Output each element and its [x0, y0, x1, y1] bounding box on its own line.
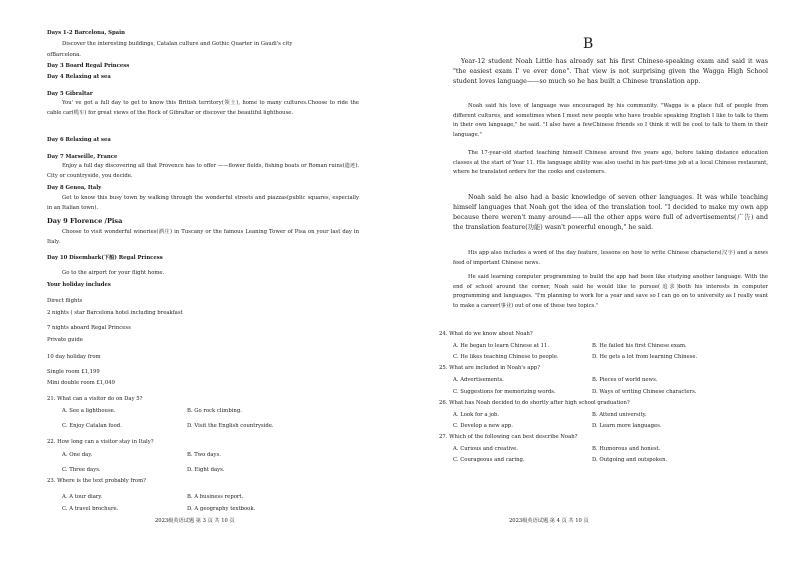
day5-text: You' ve got a full day to get to know this British territory(领土), home to many cultures.Choose to ride the cable car(缆车) for great views of the Rock of Gibraltar or discover the beautiful lighthouse.: [47, 100, 359, 116]
passage-paragraph: Noah said his love of language was encouraged by his community. "Wagga is a place full of people from different cultures, and sometimes when I meet new people who have trouble speaking English I like to talk to them in their own language," he said. "I also have a fewChinese friends so I think it will be cool to talk to them in their language.": [453, 103, 768, 138]
day9-title: Day 9 Florence /Pisa: [47, 217, 123, 225]
option-c[interactable]: C. Suggestions for memorizing words.: [453, 389, 556, 395]
option-d[interactable]: D. Ways of writing Chinese characters.: [592, 389, 697, 395]
option-a[interactable]: A. Curious and creative.: [453, 446, 518, 452]
day7-title: Day 7 Marseille, France: [47, 154, 118, 160]
option-d[interactable]: D. Outgoing and outspoken.: [592, 457, 668, 463]
option-c[interactable]: C. Courageous and caring.: [453, 457, 525, 463]
option-b[interactable]: B. Two days.: [187, 452, 221, 458]
option-c[interactable]: C. He likes teaching Chinese to people.: [453, 354, 559, 360]
option-c[interactable]: C. Enjoy Catalan food.: [62, 423, 122, 429]
day8-title: Day 8 Genoa, Italy: [47, 185, 102, 191]
option-d[interactable]: D. Visit the English countryside.: [187, 423, 274, 429]
question-stem: 26. What has Noah decided to do shortly after high school graduation?: [439, 400, 630, 406]
day12-title: Days 1-2 Barcelona, Spain: [47, 30, 125, 36]
day8-text: Get to know this busy town by walking through the wonderful streets and piazzas(public squares, especially in an Italian town).: [47, 195, 359, 211]
holiday-length: 10 day holiday from: [47, 354, 101, 360]
passage-paragraph: He said learning computer programming to build the app had been like studying another language. With the end of school around the corner, Noah said he would like to pursue(追求)both his interests in computer programming and languages. "I'm planning to work for a year and save so I can go on to university as I really want to make a career(事业) out of one of these two topics.": [453, 274, 768, 309]
question-stem: 25. What are included in Noah's app?: [439, 365, 541, 371]
day4-title: Day 4 Relaxing at sea: [47, 74, 111, 80]
question-stem: 22. How long can a visitor stay in Italy?: [47, 439, 154, 445]
option-c[interactable]: C. Three days.: [62, 467, 101, 473]
day10-title: Day 10 Disembark(下船) Regal Princess: [47, 255, 163, 261]
passage-paragraph: His app also includes a word of the day feature, lessons on how to write Chinese characters(汉字) and a news feed of important Chinese news.: [453, 250, 768, 266]
option-a[interactable]: A. Look for a job.: [453, 412, 500, 418]
option-d[interactable]: D. A geography textbook.: [187, 506, 256, 512]
option-c[interactable]: C. A travel brochure.: [62, 506, 119, 512]
option-b[interactable]: B. A business report.: [187, 494, 244, 500]
day12-text: Discover the interesting buildings, Catalan culture and Gothic Quarter in Gaudi's city: [62, 41, 293, 47]
right-page: [397, 0, 794, 561]
page-footer: 2023级英语试题 第 4 页 共 10 页: [509, 518, 589, 524]
page-footer: 2023级英语试题 第 3 页 共 10 页: [155, 518, 235, 524]
option-a[interactable]: A. One day.: [62, 452, 93, 458]
passage-letter: B: [583, 36, 594, 52]
option-a[interactable]: A. He began to learn Chinese at 11.: [453, 343, 550, 349]
question-stem: 23. Where is the text probably from?: [47, 478, 146, 484]
option-b[interactable]: B. He failed his first Chinese exam.: [592, 343, 687, 349]
option-b[interactable]: B. Humorous and honest.: [592, 446, 661, 452]
include-item: Private guide: [47, 337, 83, 343]
day12-text-end: ofBarcelona.: [47, 52, 81, 58]
question-stem: 24. What do we know about Noah?: [439, 331, 533, 337]
include-item: Direct flights: [47, 298, 83, 304]
option-c[interactable]: C. Develop a new app.: [453, 423, 513, 429]
include-item: 2 nights ( star Barcelona hotel including breakfast: [47, 310, 183, 316]
day3-title: Day 3 Board Regal Princess: [47, 63, 130, 69]
question-stem: 27. Which of the following can best describe Noah?: [439, 434, 578, 440]
price-single: Single room £1,199: [47, 369, 100, 375]
option-b[interactable]: B. Attend university.: [592, 412, 647, 418]
option-b[interactable]: B. Pieces of world news.: [592, 377, 658, 383]
passage-paragraph: The 17-year-old started teaching himself Chinese around five years ago, before taking distance education classes at the start of Year 11. His language ability was also useful in his part-time job at a local Chinese restaurant, where he translated orders for the cooks and customers.: [453, 150, 768, 176]
question-stem: 21. What can a visitor do on Day 5?: [47, 396, 143, 402]
day10-text: Go to the airport for your flight home.: [62, 270, 165, 276]
day5-title: Day 5 Gibraltar: [47, 91, 93, 97]
option-a[interactable]: A. See a lighthouse.: [62, 408, 116, 414]
day6-title: Day 6 Relaxing at sea: [47, 137, 111, 143]
option-d[interactable]: D. Eight days.: [187, 467, 225, 473]
option-d[interactable]: D. Learn more languages.: [592, 423, 662, 429]
day7-text: Enjoy a full day discovering all that Provence has to offer ——flower fields, fishing boats or Roman ruins(遗迹). City or countryside, you decide.: [47, 163, 359, 179]
option-b[interactable]: B. Go rock climbing.: [187, 408, 242, 414]
option-a[interactable]: A. Advertisements.: [453, 377, 504, 383]
holiday-title: Your holiday includes: [47, 282, 111, 288]
passage-paragraph: Year-12 student Noah Little has already sat his first Chinese-speaking exam and said it was "the easiest exam I' ve ever done". That view is not surprising given the Wagga High School student loves language——so much so he has built a Chinese translation app.: [453, 58, 768, 85]
passage-paragraph: Noah said he also had a basic knowledge of seven other languages. It was while teaching himself languages that Noah got the idea of the translation tool. "I decided to make my own app because there weren't many around——all the other apps were full of advertisements(广告) and the translation feature(功能) wasn't powerful enough," he said.: [453, 194, 768, 231]
include-item: 7 nights aboard Regal Princess: [47, 325, 131, 331]
day9-text: Choose to visit wonderful wineries(酒庄) in Tuscany or the famous Leaning Tower of Pisa on your last day in Italy.: [47, 229, 359, 245]
option-d[interactable]: D. He gets a lot from learning Chinese.: [592, 354, 698, 360]
price-double: Mini double room £1,049: [47, 380, 115, 386]
option-a[interactable]: A. A tour diary.: [62, 494, 103, 500]
